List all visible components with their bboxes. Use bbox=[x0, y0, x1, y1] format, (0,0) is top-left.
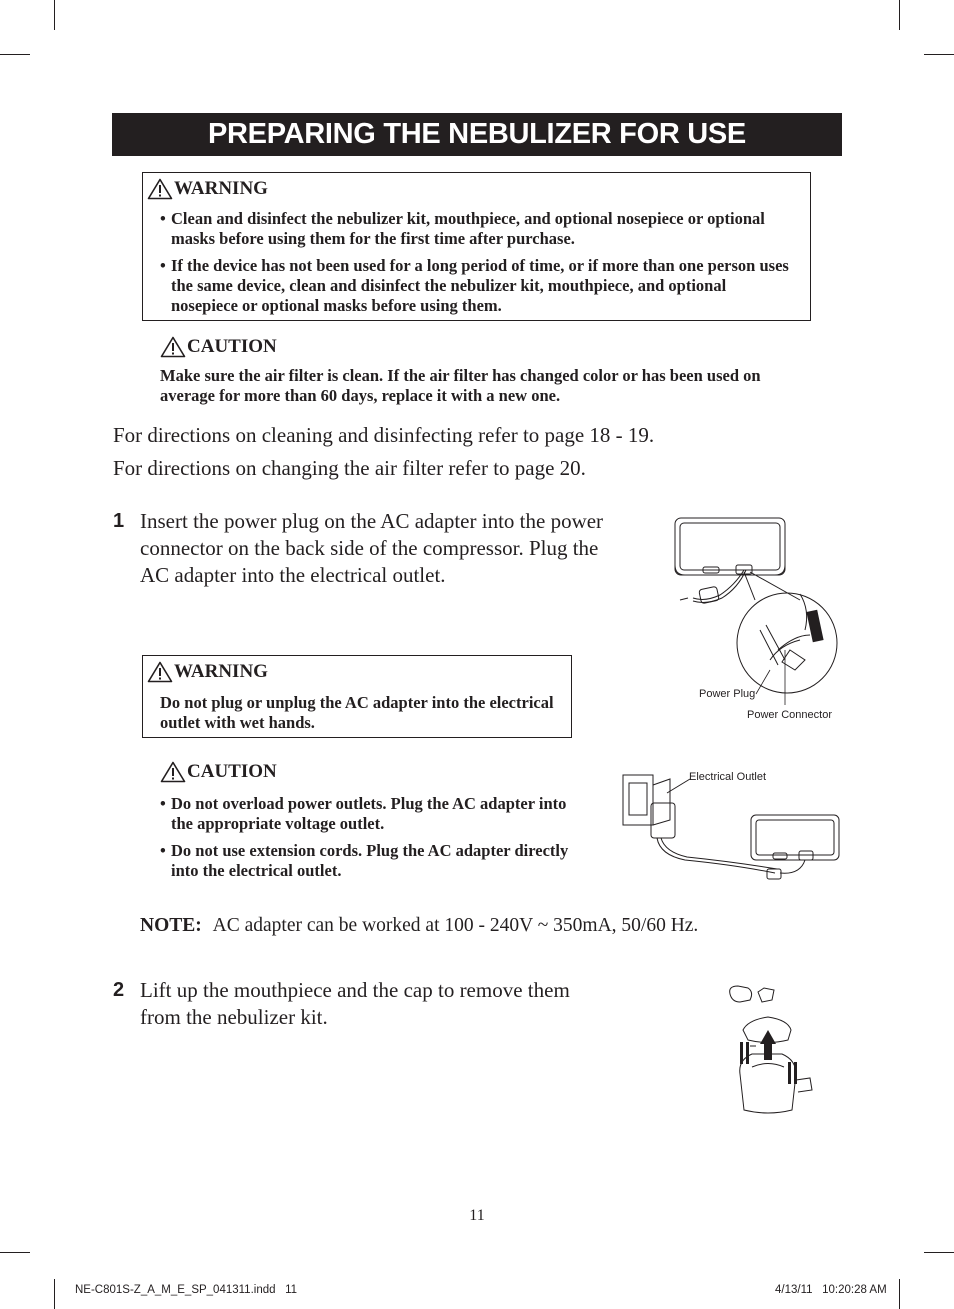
caution-list bbox=[160, 794, 590, 888]
step-number: 1 bbox=[113, 510, 125, 532]
nebulizer-kit-illustration bbox=[718, 982, 833, 1117]
step-number: 2 bbox=[113, 979, 125, 1001]
crop-mark bbox=[924, 1252, 954, 1253]
warning-text: Do not plug or unplug the AC adapter into the electrical outlet with wet hands. bbox=[160, 693, 554, 732]
page-number: 11 bbox=[469, 1207, 485, 1224]
crop-mark bbox=[924, 54, 954, 55]
caution-heading: CAUTION bbox=[160, 761, 277, 783]
crop-mark bbox=[0, 1252, 30, 1253]
footer-filename: NE-C801S-Z_A_M_E_SP_041311.indd 11 bbox=[75, 1284, 298, 1296]
list-item: • Clean and disinfect the nebulizer kit, mouthpiece, and optional nosepiece or optional masks before using them for the first time after purchase. bbox=[160, 209, 790, 249]
warning-triangle-icon bbox=[147, 178, 173, 200]
note bbox=[140, 913, 698, 939]
crop-mark bbox=[899, 1279, 900, 1309]
reference-line: For directions on changing the air filter refer to page 20. bbox=[113, 456, 586, 480]
crop-mark bbox=[899, 0, 900, 30]
crop-mark bbox=[54, 1279, 55, 1309]
warning-triangle-icon bbox=[160, 336, 186, 358]
list-item: • If the device has not been used for a long period of time, or if more than one person uses the same device, clean and disinfect the nebulizer kit, mouthpiece, and optional nosepiece or optional masks before using them. bbox=[160, 256, 790, 316]
footer-timestamp: 4/13/11 10:20:28 AM bbox=[775, 1284, 887, 1296]
warning-triangle-icon bbox=[147, 661, 173, 683]
list-item: • Do not overload power outlets. Plug the AC adapter into the appropriate voltage outlet. bbox=[160, 794, 590, 834]
electrical-outlet-label: Electrical Outlet bbox=[689, 771, 767, 783]
warning-heading: WARNING bbox=[147, 178, 268, 200]
crop-mark bbox=[54, 0, 55, 30]
power-connector-label: Power Connector bbox=[747, 709, 832, 721]
step-text: Insert the power plug on the AC adapter into the power connector on the back side of the compressor. Plug the AC adapter into the electrical outlet. bbox=[140, 509, 604, 587]
list-item: • Do not use extension cords. Plug the AC adapter directly into the electrical outlet. bbox=[160, 841, 590, 881]
note-text: AC adapter can be worked at 100 - 240V ~ 350mA, 50/60 Hz. bbox=[212, 915, 699, 936]
step-text: Lift up the mouthpiece and the cap to remove them from the nebulizer kit. bbox=[140, 978, 570, 1029]
note-label: NOTE: bbox=[140, 915, 202, 936]
page-title: PREPARING THE NEBULIZER FOR USE bbox=[112, 113, 842, 156]
warning-list bbox=[160, 209, 790, 323]
warning-box bbox=[142, 655, 572, 738]
power-plug-label: Power Plug bbox=[699, 688, 756, 700]
crop-mark bbox=[0, 54, 30, 55]
caution-heading: CAUTION bbox=[160, 336, 277, 358]
caution-text: Make sure the air filter is clean. If the air filter has changed color or has been used on average for more than 60 days, replace it with a new one. bbox=[160, 366, 761, 405]
warning-heading: WARNING bbox=[147, 661, 268, 683]
warning-box bbox=[142, 172, 811, 321]
warning-triangle-icon bbox=[160, 761, 186, 783]
reference-line: For directions on cleaning and disinfecting refer to page 18 - 19. bbox=[113, 423, 655, 447]
